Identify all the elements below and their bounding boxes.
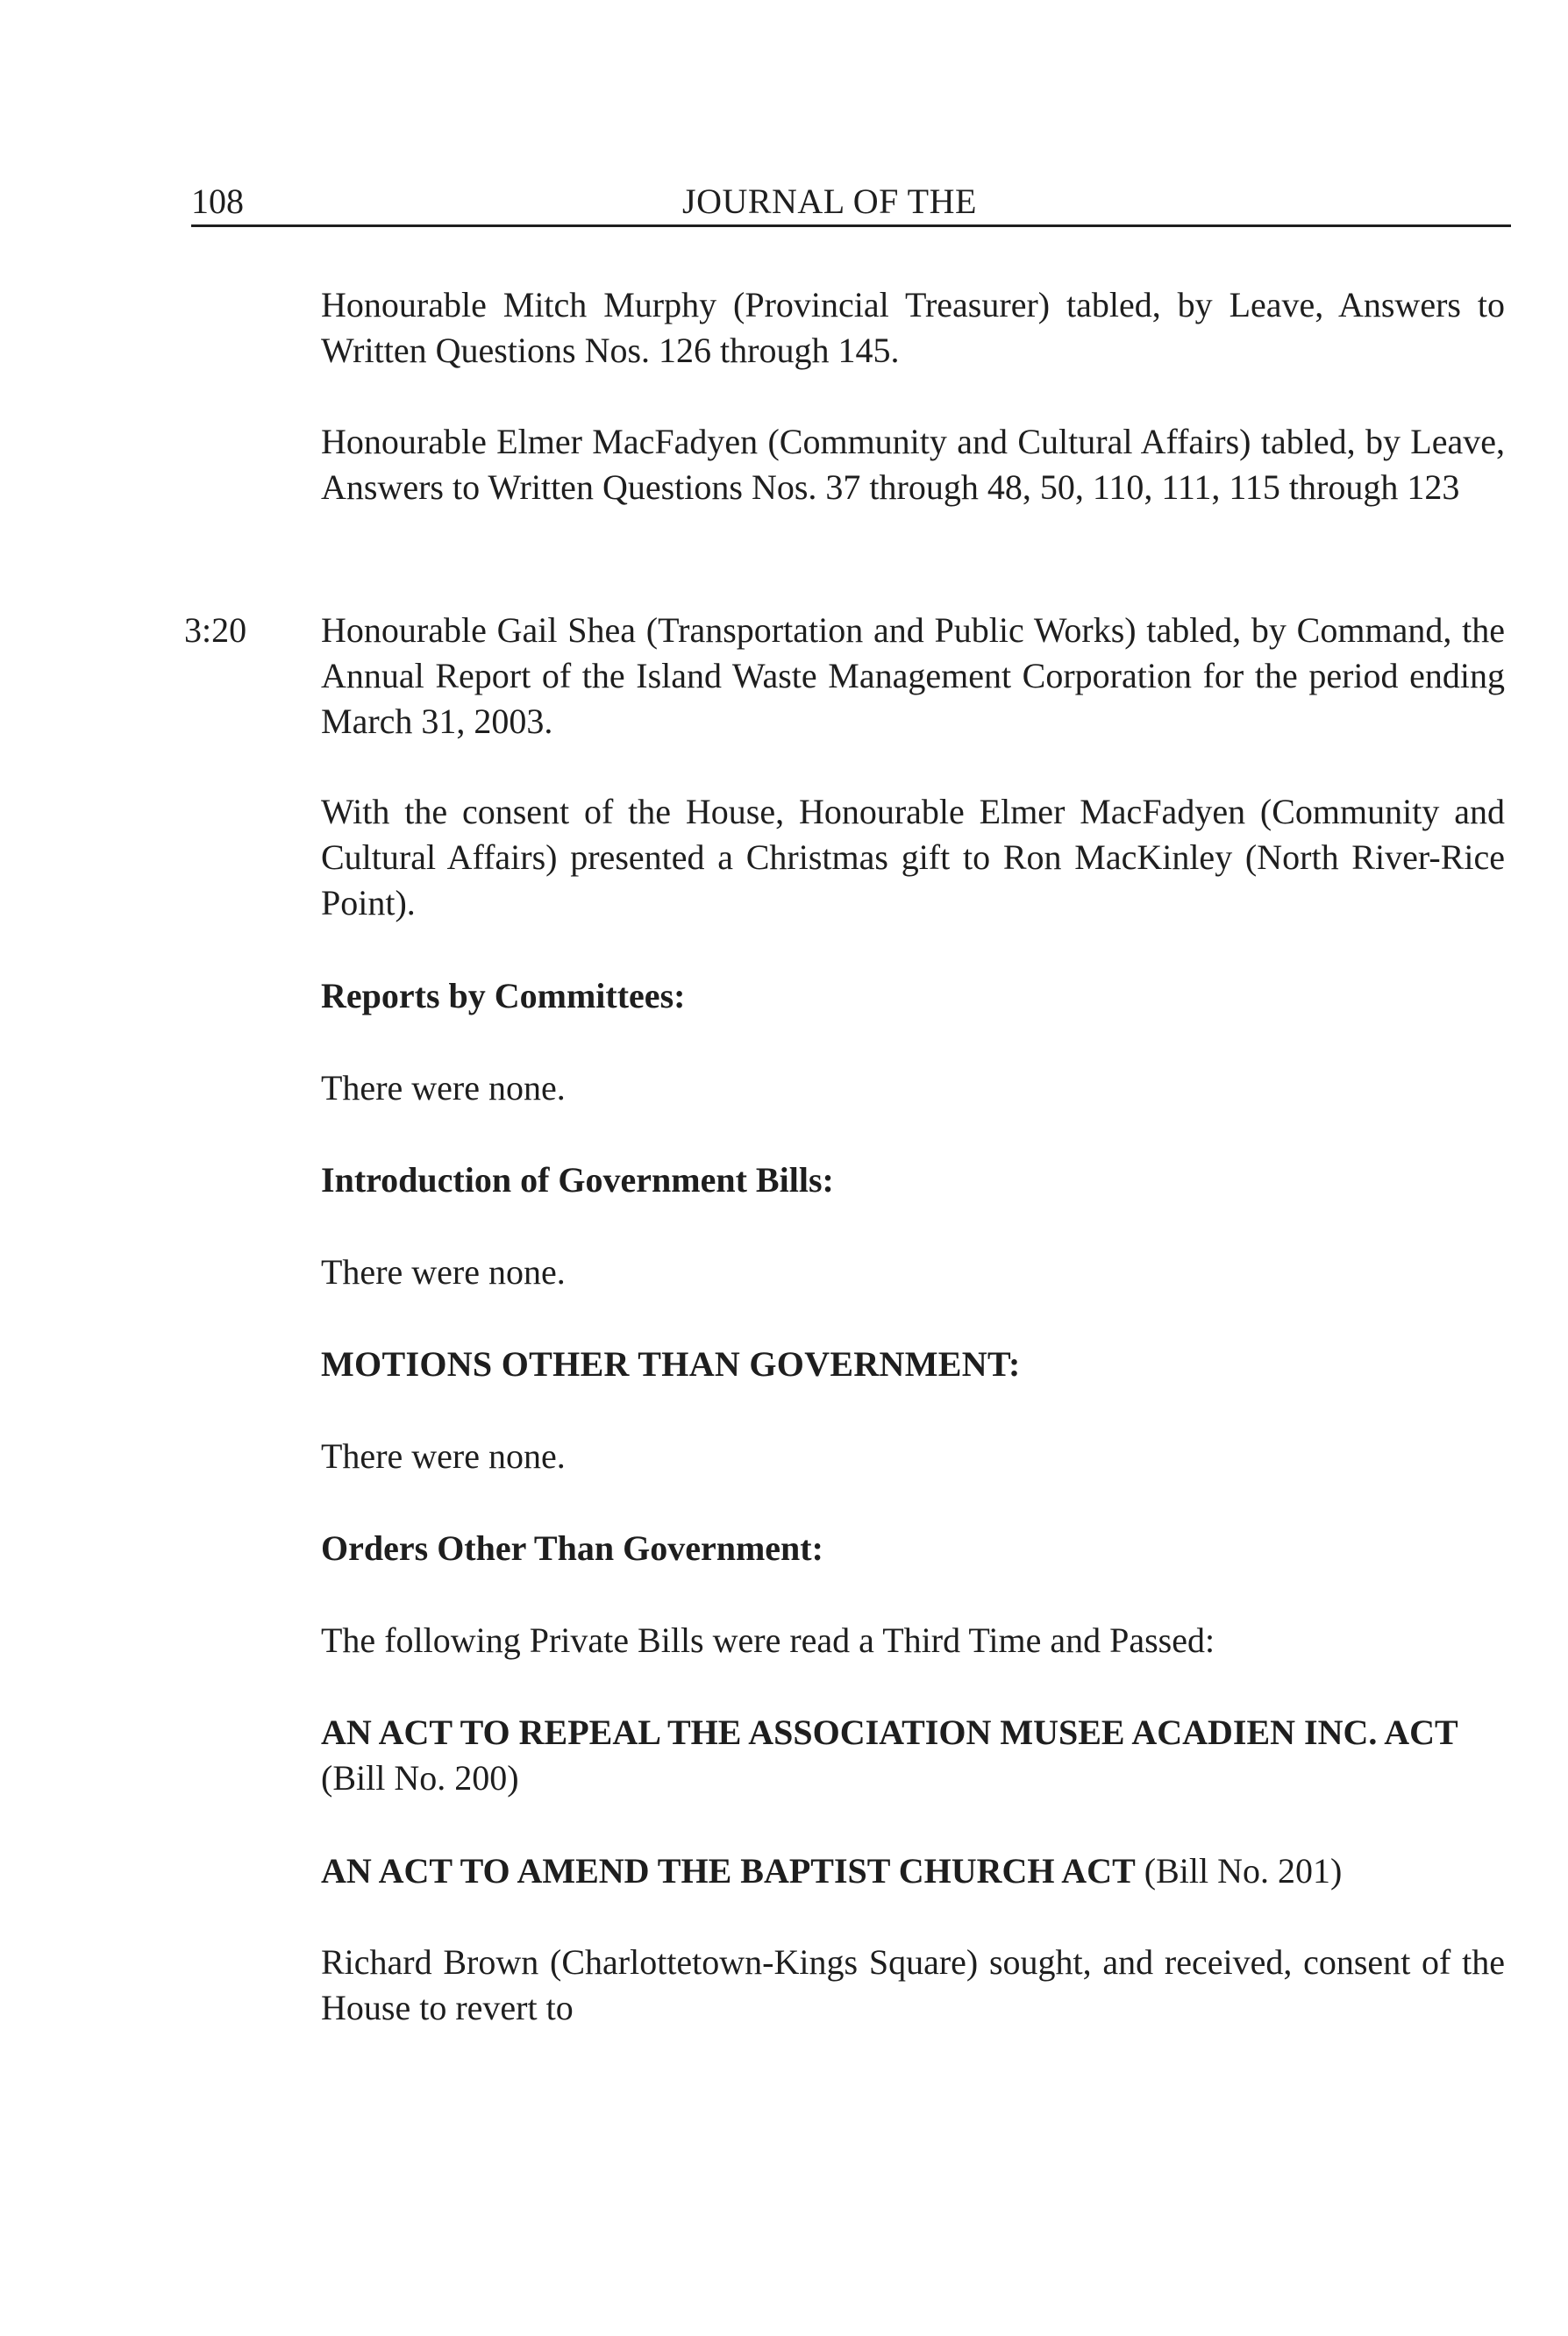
reports-body: There were none. (321, 1068, 566, 1107)
bill-200-number: (Bill No. 200) (321, 1758, 519, 1798)
motions-body: There were none. (321, 1436, 566, 1476)
running-head: JOURNAL OF THE (682, 182, 977, 221)
heading-orders-other-than-government: Orders Other Than Government: (321, 1528, 823, 1568)
heading-reports-by-committees: Reports by Committees: (321, 976, 686, 1015)
orders-body: The following Private Bills were read a Third Time and Passed: (321, 1620, 1215, 1660)
bill-201-number: (Bill No. 201) (1135, 1851, 1343, 1891)
bill-201-entry (321, 1848, 1505, 1894)
paragraph-shea-tabled: Honourable Gail Shea (Transportation and Public Works) tabled, by Command, the Annual Report of the Island Waste Management Corporation for the period ending March 31, 2003. (321, 610, 1505, 741)
paragraph-macfadyen-tabled: Honourable Elmer MacFadyen (Community and Cultural Affairs) tabled, by Leave, Answers to Written Questions Nos. 37 through 48, 50, 110, 111, 115 through 123 (321, 422, 1505, 507)
page-header (191, 182, 1511, 227)
bill-200-entry (321, 1710, 1505, 1801)
time-stamp: 3:20 (184, 610, 247, 650)
paragraph-brown-revert: Richard Brown (Charlottetown-Kings Square) sought, and received, consent of the House to revert to (321, 1942, 1505, 2027)
bill-201-title: AN ACT TO AMEND THE BAPTIST CHURCH ACT (321, 1851, 1136, 1891)
paragraph-murphy-tabled: Honourable Mitch Murphy (Provincial Treasurer) tabled, by Leave, Answers to Written Questions Nos. 126 through 145. (321, 285, 1505, 370)
bill-200-title: AN ACT TO REPEAL THE ASSOCIATION MUSEE ACADIEN INC. ACT (321, 1713, 1458, 1752)
heading-motions-other-than-government: MOTIONS OTHER THAN GOVERNMENT: (321, 1344, 1021, 1384)
introduction-body: There were none. (321, 1252, 566, 1292)
heading-introduction-of-government-bills: Introduction of Government Bills: (321, 1160, 834, 1200)
page-number: 108 (191, 182, 244, 221)
paragraph-christmas-gift: With the consent of the House, Honourable Elmer MacFadyen (Community and Cultural Affairs) presented a Christmas gift to Ron MacKinley (North River-Rice Point). (321, 792, 1505, 922)
